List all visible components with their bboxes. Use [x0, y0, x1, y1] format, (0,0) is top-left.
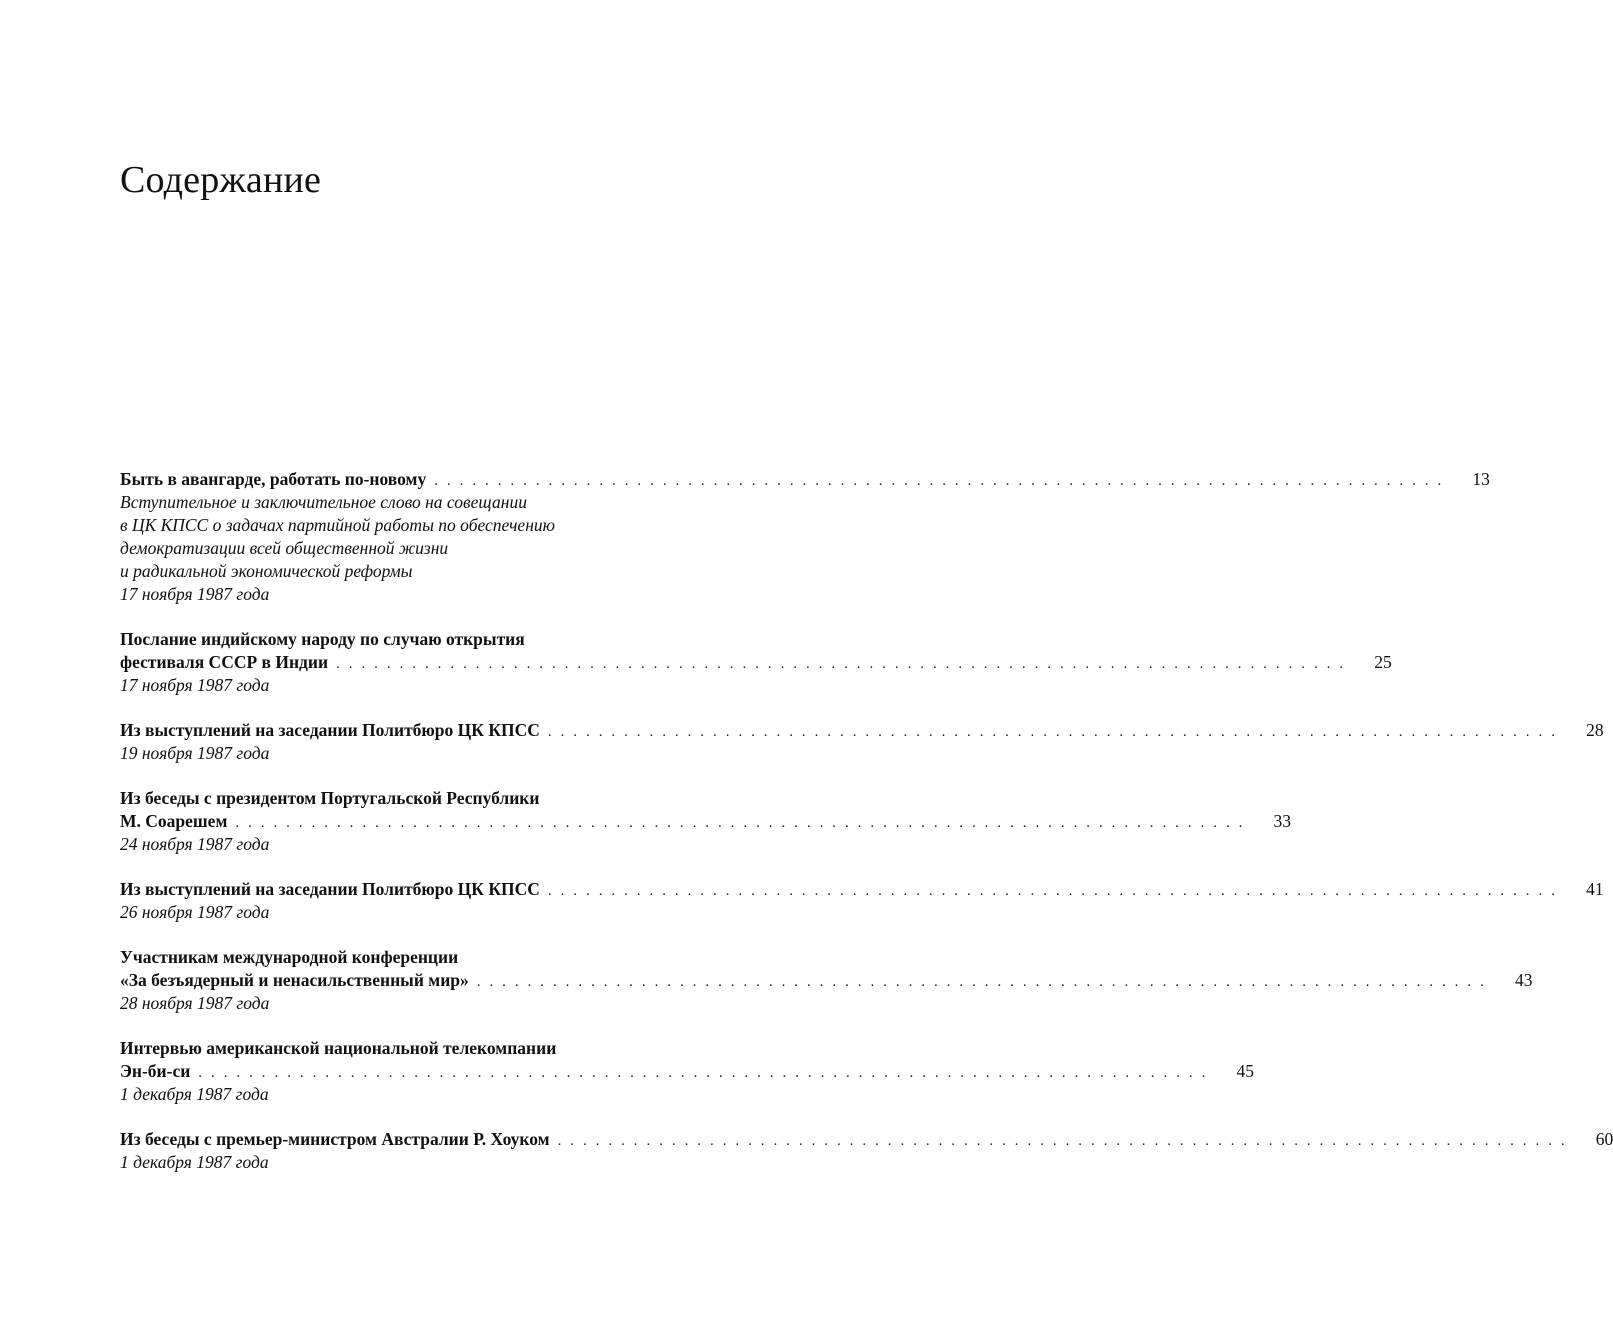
toc-entry-title: Эн-би-си — [120, 1061, 191, 1081]
toc-entry-title: Из выступлений на заседании Политбюро ЦК КПСС — [120, 879, 540, 899]
toc-page-number: 43 — [1514, 970, 1533, 990]
toc-entry[interactable] — [120, 468, 1490, 606]
toc-entry-title: Быть в авангарде, работать по-новому — [120, 469, 427, 489]
toc-entry-title: Послание индийскому народу по случаю открытия — [120, 629, 525, 649]
dot-leader: . . . . . . . . . . . . . . . . . . . . . . . . . . . . . . . . . . . . . . . . . . . . . . . . . . . . . . . . . . . . . . . . . . . . . . . . . . . . . . . . — [547, 883, 1558, 899]
toc-entry-description: в ЦК КПСС о задачах партийной работы по обеспечению — [120, 515, 555, 535]
dot-leader: . . . . . . . . . . . . . . . . . . . . . . . . . . . . . . . . . . . . . . . . . . . . . . . . . . . . . . . . . . . . . . . . . . . . . . . . . . . . . . . . — [476, 974, 1487, 990]
table-of-contents — [120, 468, 1613, 1196]
toc-entry-date: 1 декабря 1987 года — [120, 1152, 269, 1172]
toc-entry[interactable] — [120, 878, 1604, 924]
toc-entry[interactable] — [120, 719, 1604, 765]
toc-entry[interactable] — [120, 1037, 1254, 1106]
toc-entry-title: фестиваля СССР в Индии — [120, 652, 329, 672]
toc-entry-title: Из беседы с премьер-министром Австралии Р. Хоуком — [120, 1129, 550, 1149]
toc-entry-title: Из выступлений на заседании Политбюро ЦК КПСС — [120, 720, 540, 740]
toc-entry-description: и радикальной экономической реформы — [120, 561, 413, 581]
dot-leader: . . . . . . . . . . . . . . . . . . . . . . . . . . . . . . . . . . . . . . . . . . . . . . . . . . . . . . . . . . . . . . . . . . . . . . . . . . . . . . . . — [547, 724, 1558, 740]
toc-entry-date: 24 ноября 1987 года — [120, 834, 270, 854]
toc-entry-date: 1 декабря 1987 года — [120, 1084, 269, 1104]
toc-entry-description: Вступительное и заключительное слово на совещании — [120, 492, 527, 512]
toc-entry-date: 19 ноября 1987 года — [120, 743, 270, 763]
toc-entry-title: Интервью американской национальной телекомпании — [120, 1038, 557, 1058]
toc-entry-title: «За безъядерный и ненасильственный мир» — [120, 970, 469, 990]
toc-entry-date: 17 ноября 1987 года — [120, 675, 270, 695]
toc-entry-title: Из беседы с президентом Португальской Республики — [120, 788, 540, 808]
page-title: Содержание — [120, 159, 322, 201]
toc-entry[interactable] — [120, 1128, 1613, 1174]
toc-page-number: 33 — [1273, 811, 1292, 831]
toc-entry[interactable] — [120, 787, 1292, 856]
dot-leader: . . . . . . . . . . . . . . . . . . . . . . . . . . . . . . . . . . . . . . . . . . . . . . . . . . . . . . . . . . . . . . . . . . . . . . . . . . . . . . . . — [434, 473, 1444, 489]
dot-leader: . . . . . . . . . . . . . . . . . . . . . . . . . . . . . . . . . . . . . . . . . . . . . . . . . . . . . . . . . . . . . . . . . . . . . . . . . . . . . . . . — [235, 815, 1246, 831]
toc-entry-title: М. Соарешем — [120, 811, 228, 831]
toc-page-number: 60 — [1595, 1129, 1613, 1149]
dot-leader: . . . . . . . . . . . . . . . . . . . . . . . . . . . . . . . . . . . . . . . . . . . . . . . . . . . . . . . . . . . . . . . . . . . . . . . . . . . . . . . . — [557, 1133, 1568, 1149]
toc-page-number: 45 — [1236, 1061, 1254, 1081]
toc-page-number: 28 — [1586, 720, 1604, 740]
toc-entry-date: 17 ноября 1987 года — [120, 584, 270, 604]
toc-entry-date: 26 ноября 1987 года — [120, 902, 270, 922]
toc-entry[interactable] — [120, 946, 1533, 1015]
toc-entry-description: демократизации всей общественной жизни — [120, 538, 449, 558]
toc-entry-title: Участникам международной конференции — [120, 947, 459, 967]
toc-page-number: 13 — [1472, 469, 1490, 489]
toc-entry-date: 28 ноября 1987 года — [120, 993, 270, 1013]
dot-leader: . . . . . . . . . . . . . . . . . . . . . . . . . . . . . . . . . . . . . . . . . . . . . . . . . . . . . . . . . . . . . . . . . . . . . . . . . . . . . . . . — [198, 1065, 1208, 1081]
toc-page-number: 41 — [1586, 879, 1604, 899]
dot-leader: . . . . . . . . . . . . . . . . . . . . . . . . . . . . . . . . . . . . . . . . . . . . . . . . . . . . . . . . . . . . . . . . . . . . . . . . . . . . . . . . — [336, 656, 1346, 672]
toc-entry[interactable] — [120, 628, 1392, 697]
toc-page-number: 25 — [1374, 652, 1392, 672]
